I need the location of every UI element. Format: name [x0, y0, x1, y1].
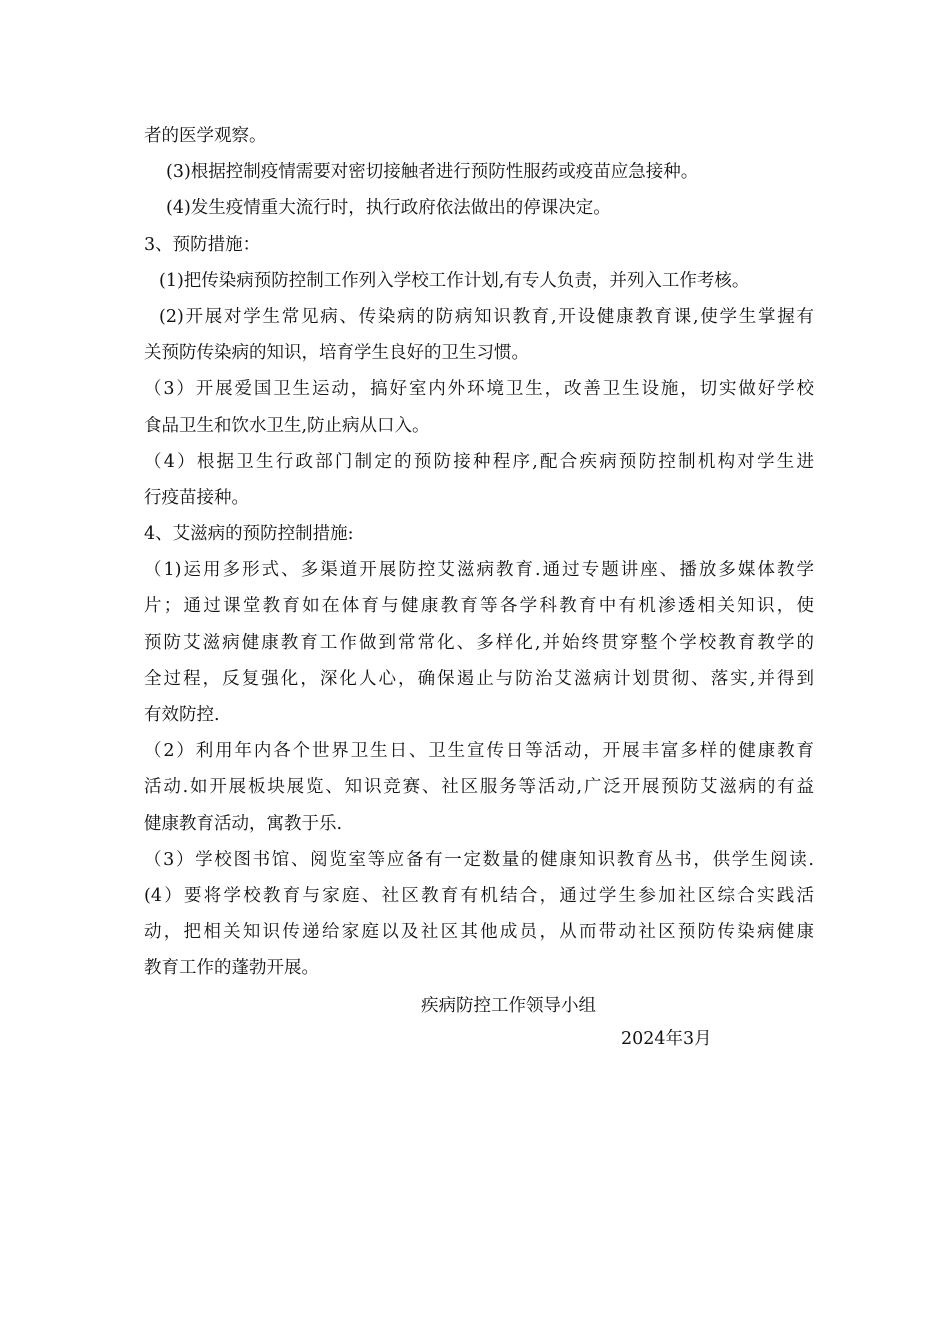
- paragraph-line: 全过程，反复强化，深化人心，确保遏止与防治艾滋病计划贯彻、落实,并得到: [144, 668, 814, 689]
- paragraph-line: （4）根据卫生行政部门制定的预防接种程序,配合疾病预防控制机构对学生进: [144, 451, 814, 472]
- document-body: [144, 118, 814, 987]
- paragraph-line: 关预防传染病的知识，培育学生良好的卫生习惯。: [144, 343, 529, 364]
- section-heading: 4、艾滋病的预防控制措施:: [144, 524, 354, 545]
- paragraph-line: 有效防控.: [144, 705, 220, 725]
- paragraph-line: 预防艾滋病健康教育工作做到常常化、多样化,并始终贯穿整个学校教育教学的: [144, 632, 814, 653]
- paragraph-line: 者的医学观察。: [144, 126, 267, 146]
- paragraph-line: 片；通过课堂教育如在体育与健康教育等各学科教育中有机渗透相关知识，使: [144, 596, 814, 617]
- paragraph-line: （2）利用年内各个世界卫生日、卫生宣传日等活动，开展丰富多样的健康教育: [144, 741, 814, 762]
- paragraph-line: (3)根据控制疫情需要对密切接触者进行预防性服药或疫苗应急接种。: [166, 162, 699, 183]
- paragraph-line: (2)开展对学生常见病、传染病的防病知识教育,开设健康教育课,使学生掌握有: [159, 306, 814, 327]
- paragraph-line: 动，把相关知识传递给家庭以及社区其他成员，从而带动社区预防传染病健康: [144, 922, 814, 943]
- paragraph-line: （3）开展爱国卫生运动，搞好室内外环境卫生，改善卫生设施，切实做好学校: [144, 379, 814, 400]
- signature: 疾病防控工作领导小组: [421, 996, 596, 1016]
- paragraph-line: 教育工作的蓬勃开展。: [144, 958, 319, 979]
- paragraph-line: (4)发生疫情重大流行时，执行政府依法做出的停课决定。: [166, 198, 611, 219]
- paragraph-line: (4）要将学校教育与家庭、社区教育有机结合，通过学生参加社区综合实践活: [144, 885, 814, 906]
- paragraph-line: （1)运用多形式、多渠道开展防控艾滋病教育.通过专题讲座、播放多媒体教学: [144, 560, 814, 581]
- paragraph-line: 行疫苗接种。: [144, 487, 249, 508]
- section-heading: 3、预防措施：: [144, 234, 261, 255]
- paragraph-line: 健康教育活动，寓教于乐.: [144, 813, 343, 834]
- paragraph-line: （3）学校图书馆、阅览室等应备有一定数量的健康知识教育丛书，供学生阅读.: [144, 849, 814, 870]
- paragraph-line: 活动.如开展板块展览、知识竞赛、社区服务等活动,广泛开展预防艾滋病的有益: [144, 777, 814, 798]
- paragraph-line: (1)把传染病预防控制工作列入学校工作计划,有专人负责，并列入工作考核。: [159, 270, 750, 291]
- document-date: 2024年3月: [621, 1029, 712, 1049]
- paragraph-line: 食品卫生和饮水卫生,防止病从口入。: [144, 415, 430, 436]
